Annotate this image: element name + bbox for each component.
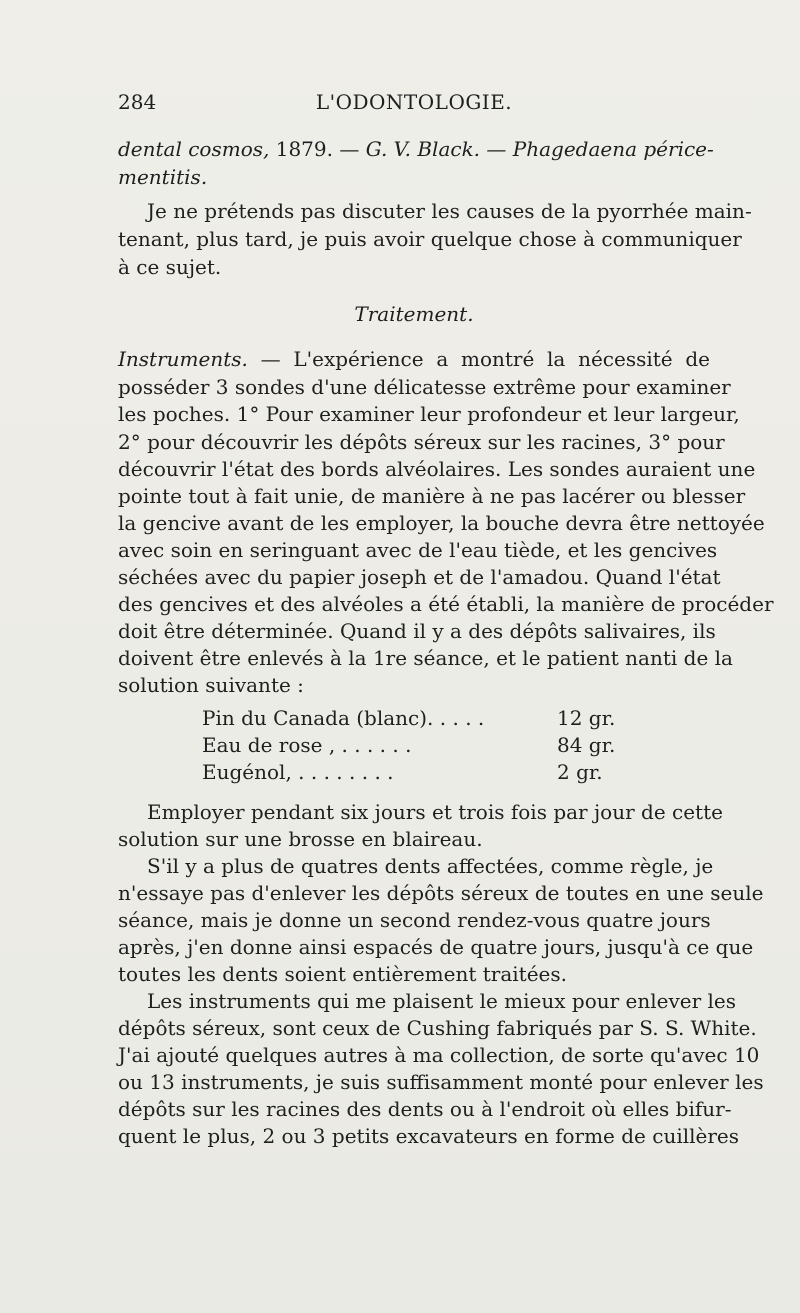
citation-line-2: mentitis. bbox=[118, 165, 208, 189]
paragraph-5-line: Les instruments qui me plaisent le mieux pour enlever les bbox=[147, 989, 737, 1013]
citation-line-1 bbox=[118, 134, 714, 164]
instruments-label: Instruments. bbox=[118, 347, 248, 371]
recipe-leader-dots: . . . . . . . . bbox=[291, 760, 394, 784]
recipe-ingredient-name: Eau de rose bbox=[202, 733, 323, 757]
section-heading: Traitement. bbox=[354, 302, 474, 326]
paragraph-2-line: posséder 3 sondes d'une délicatesse extrême pour examiner bbox=[118, 375, 731, 399]
recipe-ingredient-name: Pin du Canada (blanc). bbox=[202, 706, 434, 730]
paragraph-2-line: solution suivante : bbox=[118, 673, 304, 697]
recipe-leader-dots: . . . . bbox=[433, 706, 485, 730]
paragraph-4-line: n'essaye pas d'enlever les dépôts séreux de toutes en une seule bbox=[118, 881, 764, 905]
recipe-ingredient bbox=[202, 703, 484, 733]
recipe-ingredient-name: Eugénol, bbox=[202, 760, 292, 784]
paragraph-2-line: la gencive avant de les employer, la bouche devra être nettoyée bbox=[118, 511, 765, 535]
recipe-quantity: 84 gr. bbox=[557, 733, 616, 757]
paragraph-1-line: Je ne prétends pas discuter les causes de la pyorrhée main- bbox=[147, 199, 752, 223]
paragraph-2-line: les poches. 1° Pour examiner leur profondeur et leur largeur, bbox=[118, 402, 740, 426]
paragraph-5-line: dépôts sur les racines des dents ou à l'endroit où elles bifur- bbox=[118, 1097, 732, 1121]
paragraph-5-line: quent le plus, 2 ou 3 petits excavateurs en forme de cuillères bbox=[118, 1124, 740, 1148]
page-number: 284 bbox=[118, 90, 157, 114]
recipe-quantity: 2 gr. bbox=[557, 760, 603, 784]
paragraph-4-line: après, j'en donne ainsi espacés de quatre jours, jusqu'à ce que bbox=[118, 935, 754, 959]
paragraph-5-line: dépôts séreux, sont ceux de Cushing fabriqués par S. S. White. bbox=[118, 1016, 757, 1040]
running-head: L'ODONTOLOGIE. bbox=[315, 90, 513, 114]
paragraph-2-line: 2° pour découvrir les dépôts séreux sur les racines, 3° pour bbox=[118, 430, 725, 454]
paragraph-2-line: des gencives et des alvéoles a été établi, la manière de procéder bbox=[118, 592, 774, 616]
paragraph-1-line: à ce sujet. bbox=[118, 255, 222, 279]
recipe-ingredient bbox=[202, 757, 394, 787]
paragraph-2-line: découvrir l'état des bords alvéolaires. Les sondes auraient une bbox=[118, 457, 756, 481]
paragraph-1-line: tenant, plus tard, je puis avoir quelque chose à communiquer bbox=[118, 227, 742, 251]
paragraph-5-line: J'ai ajouté quelques autres à ma collection, de sorte qu'avec 10 bbox=[118, 1043, 760, 1067]
citation-year: 1879. — bbox=[269, 137, 366, 161]
citation-journal: dental cosmos, bbox=[118, 137, 270, 161]
recipe-row bbox=[202, 730, 642, 760]
paragraph-2-first-text: — L'expérience a montré la nécessité de bbox=[247, 347, 710, 371]
paragraph-2-line: séchées avec du papier joseph et de l'amadou. Quand l'état bbox=[118, 565, 721, 589]
paragraph-2-line: doit être déterminée. Quand il y a des dépôts salivaires, ils bbox=[118, 619, 716, 643]
paragraph-4-line: toutes les dents soient entièrement traitées. bbox=[118, 962, 568, 986]
paragraph-2-line: pointe tout à fait unie, de manière à ne pas lacérer ou blesser bbox=[118, 484, 746, 508]
paragraph-2-line: avec soin en seringuant avec de l'eau tiède, et les gencives bbox=[118, 538, 718, 562]
citation-title: G. V. Black. — Phagedaena périce- bbox=[365, 137, 714, 161]
recipe-quantity: 12 gr. bbox=[557, 706, 616, 730]
paragraph-4-line: S'il y a plus de quatres dents affectées, comme règle, je bbox=[147, 854, 714, 878]
paragraph-3-line: solution sur une brosse en blaireau. bbox=[118, 827, 483, 851]
page-header bbox=[118, 90, 710, 120]
paragraph-5-line: ou 13 instruments, je suis suffisamment monté pour enlever les bbox=[118, 1070, 764, 1094]
paragraph-2-line: doivent être enlevés à la 1re séance, et le patient nanti de la bbox=[118, 646, 733, 670]
recipe-leader-dots: , . . . . . . bbox=[322, 733, 412, 757]
recipe-row bbox=[202, 703, 642, 733]
paragraph-3-line: Employer pendant six jours et trois fois par jour de cette bbox=[147, 800, 723, 824]
paragraph-2-first-line bbox=[118, 344, 710, 374]
paragraph-4-line: séance, mais je donne un second rendez-vous quatre jours bbox=[118, 908, 711, 932]
recipe-ingredient bbox=[202, 730, 411, 760]
recipe-row bbox=[202, 757, 642, 787]
